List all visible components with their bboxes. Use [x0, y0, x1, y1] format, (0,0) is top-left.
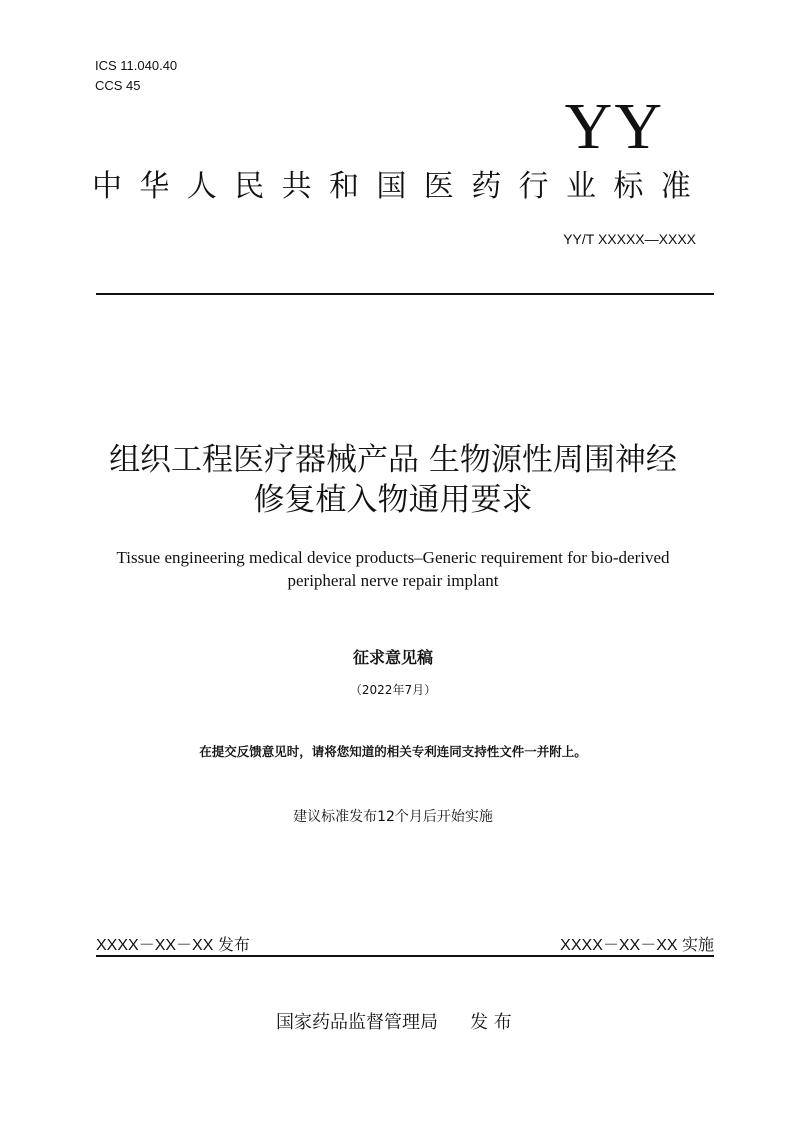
- title-en-line1: Tissue engineering medical device products–Generic requirement for bio-derived: [116, 548, 670, 567]
- header-rule: [96, 293, 714, 295]
- ccs-code: CCS 45: [95, 78, 141, 93]
- footer-rule: [96, 955, 714, 957]
- implementation-note: 建议标准发布12个月后开始实施: [293, 809, 493, 825]
- implement-date: XXXX－XX－XX 实施: [560, 937, 714, 954]
- yy-logo: YY: [564, 90, 664, 163]
- title-cn-line2: 修复植入物通用要求: [253, 482, 533, 518]
- publish-date: XXXX－XX－XX 发布: [96, 937, 250, 954]
- issuer: 国家药品监督管理局: [276, 1012, 438, 1033]
- issue-label: 发 布: [470, 1012, 512, 1033]
- draft-date: （2022年7月）: [349, 683, 437, 697]
- standard-number: YY/T XXXXX—XXXX: [563, 231, 696, 247]
- patent-note: 在提交反馈意见时，请将您知道的相关专利连同支持性文件一并附上。: [199, 744, 587, 759]
- standard-type: 中华人民共和国医药行业标准: [92, 169, 709, 204]
- title-en-line2: peripheral nerve repair implant: [287, 571, 499, 590]
- title-cn-line1: 组织工程医疗器械产品 生物源性周围神经: [109, 442, 677, 478]
- ics-code: ICS 11.040.40: [95, 58, 178, 73]
- draft-status: 征求意见稿: [352, 648, 433, 667]
